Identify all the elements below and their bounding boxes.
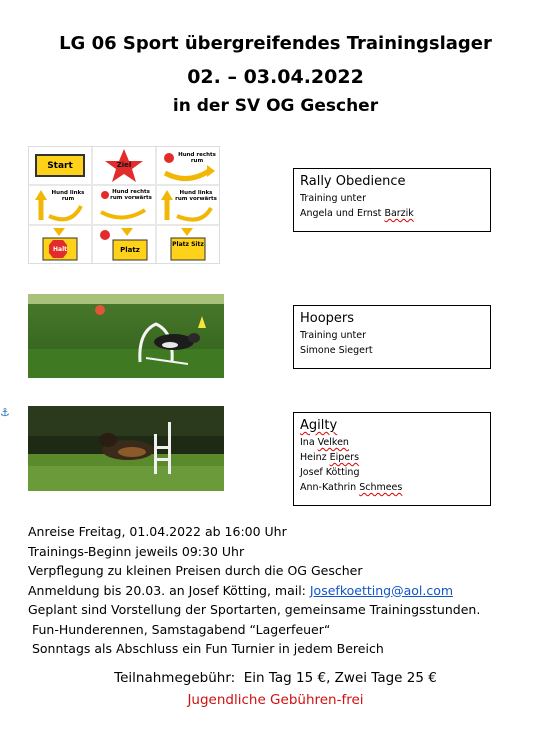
misspelled-word: Barzik xyxy=(384,208,414,219)
sign-label: Platz Sitz xyxy=(172,240,204,248)
trainer-name: Heinz Eipers xyxy=(300,452,360,463)
sign-label: Halt xyxy=(53,245,67,253)
finish-sign xyxy=(93,147,155,184)
right-turn-forward-sign xyxy=(93,186,155,223)
halt-sign xyxy=(29,226,91,263)
platz-sign xyxy=(93,226,155,263)
sign-label: Ziel xyxy=(116,161,132,169)
agility-photo xyxy=(28,406,224,491)
hoopers-photo xyxy=(28,294,224,378)
rally-signs-image xyxy=(28,146,220,264)
section-title-text: Agilty xyxy=(300,418,338,433)
arrival-line: Anreise Freitag, 01.04.2022 ab 16:00 Uhr xyxy=(28,524,287,539)
arrow-icon xyxy=(29,226,91,263)
plans-line: Geplant sind Vorstellung der Sportarten, gemeinsame Trainingsstunden. xyxy=(28,602,481,617)
youth-fee-text: Jugendliche Gebühren-frei xyxy=(187,692,364,708)
catering-line: Verpflegung zu kleinen Preisen durch die OG Gescher xyxy=(28,563,363,578)
platz-sitz-sign xyxy=(157,226,219,263)
left-turn-sign xyxy=(29,186,91,223)
section-line: Training unter xyxy=(300,193,367,204)
start-time-line: Trainings-Beginn jeweils 09:30 Uhr xyxy=(28,543,245,559)
trainer-name: Ann-Kathrin Schmees xyxy=(300,482,403,493)
trainer-name: Josef Kötting xyxy=(300,467,360,478)
sign-label: Hund links rum vorwärts xyxy=(175,190,217,203)
section-title: Rally Obedience xyxy=(300,174,406,189)
anchor-icon: ⚓ xyxy=(0,406,10,419)
hoopers-box xyxy=(293,305,491,369)
event-info xyxy=(28,522,480,659)
rally-obedience-box xyxy=(293,168,491,232)
fun-race-line: Fun-Hunderennen, Samstagabend “Lagerfeuer“ xyxy=(28,621,331,637)
arrow-icon xyxy=(93,226,155,263)
sign-label: Platz xyxy=(120,245,140,254)
section-line: Simone Siegert xyxy=(300,345,373,356)
sign-label: Start xyxy=(35,154,85,177)
right-turn-sign xyxy=(157,147,219,184)
trainer-name: Ina Velken xyxy=(300,437,349,448)
document-title: LG 06 Sport übergreifendes Trainingslager xyxy=(59,33,492,54)
sign-label: Hund links rum xyxy=(51,190,85,203)
agility-box xyxy=(293,412,491,506)
start-sign xyxy=(29,147,91,184)
section-title: Hoopers xyxy=(300,311,355,326)
section-line: Training unter xyxy=(300,330,367,341)
section-title xyxy=(300,418,490,433)
sign-label: Hund rechts rum xyxy=(178,152,216,164)
fee-text: Teilnahmegebühr: Ein Tag 15 €, Zwei Tage 25 € xyxy=(114,670,437,686)
email-link[interactable]: Josefkoetting@aol.com xyxy=(309,582,454,598)
sign-label: Hund rechts rum vorwärts xyxy=(110,189,152,202)
location: in der SV OG Gescher xyxy=(172,96,379,116)
tournament-line: Sonntags als Abschluss ein Fun Turnier in jedem Bereich xyxy=(28,641,384,656)
date-range: 02. – 03.04.2022 xyxy=(187,66,364,88)
registration-line: Anmeldung bis 20.03. an Josef Kötting, mail: Josefkoetting@aol.com xyxy=(28,582,454,598)
left-turn-forward-sign xyxy=(157,186,219,223)
section-line xyxy=(300,208,490,219)
trainer-names: Angela und Ernst xyxy=(300,208,385,219)
